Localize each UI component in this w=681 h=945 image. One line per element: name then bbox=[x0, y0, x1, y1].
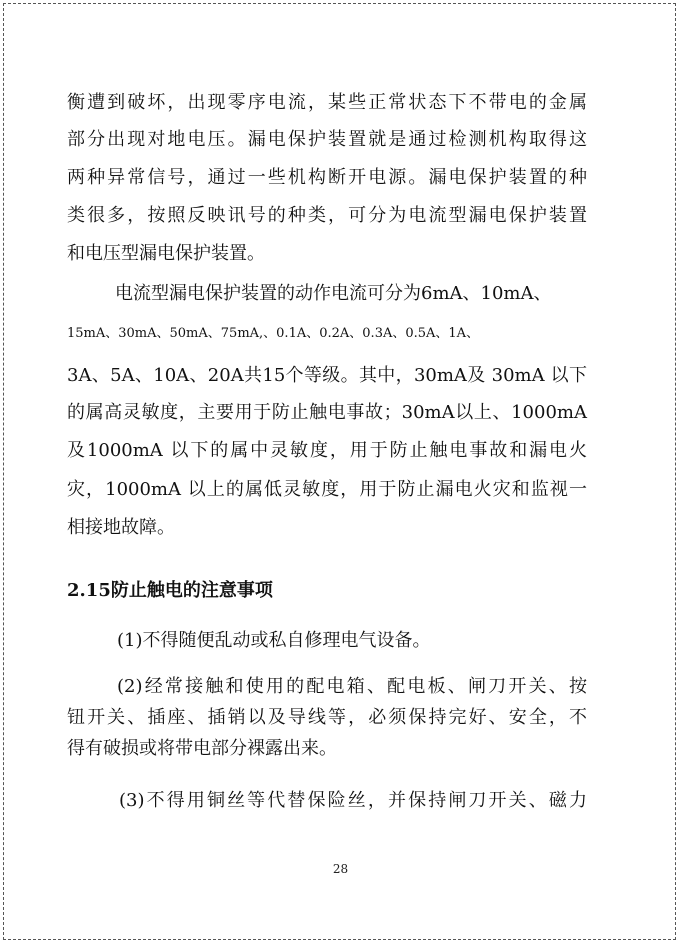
text-line: 相接地故障。 bbox=[67, 517, 175, 538]
text-line: (1)不得随便乱动或私自修理电气设备。 bbox=[117, 630, 431, 651]
text-line: 部分出现对地电压。漏电保护装置就是通过检测机构取得这 bbox=[67, 129, 587, 150]
text-line: 电流型漏电保护装置的动作电流可分为6mA、10mA、 bbox=[115, 283, 552, 304]
text-line: 灾，1000mA 以上的属低灵敏度，用于防止漏电火灾和监视一 bbox=[67, 479, 587, 500]
text-line: 钮开关、插座、插销以及导线等，必须保持完好、安全，不 bbox=[67, 707, 587, 728]
text-line: (3)不得用铜丝等代替保险丝，并保持闸刀开关、磁力 bbox=[119, 790, 587, 811]
text-line: 类很多，按照反映讯号的种类，可分为电流型漏电保护装置 bbox=[67, 205, 587, 226]
page-number: 28 bbox=[332, 862, 349, 876]
text-line: 及1000mA 以下的属中灵敏度，用于防止触电事故和漏电火 bbox=[67, 440, 587, 461]
text-line: 15mA、30mA、50mA、75mA,、0.1A、0.2A、0.3A、0.5A、1A、 bbox=[67, 326, 480, 341]
text-line: 3A、5A、10A、20A共15个等级。其中，30mA及 30mA 以下 bbox=[67, 365, 587, 386]
text-line: 得有破损或将带电部分裸露出来。 bbox=[67, 738, 337, 759]
text-line: 衡遭到破坏，出现零序电流，某些正常状态下不带电的金属 bbox=[67, 92, 587, 113]
section-heading: 2.15防止触电的注意事项 bbox=[67, 580, 273, 601]
text-line: (2)经常接触和使用的配电箱、配电板、闸刀开关、按 bbox=[117, 676, 587, 697]
text-line: 的属高灵敏度，主要用于防止触电事故；30mA以上、1000mA bbox=[67, 402, 587, 423]
text-line: 两种异常信号，通过一些机构断开电源。漏电保护装置的种 bbox=[67, 167, 587, 188]
text-line: 和电压型漏电保护装置。 bbox=[67, 243, 265, 264]
